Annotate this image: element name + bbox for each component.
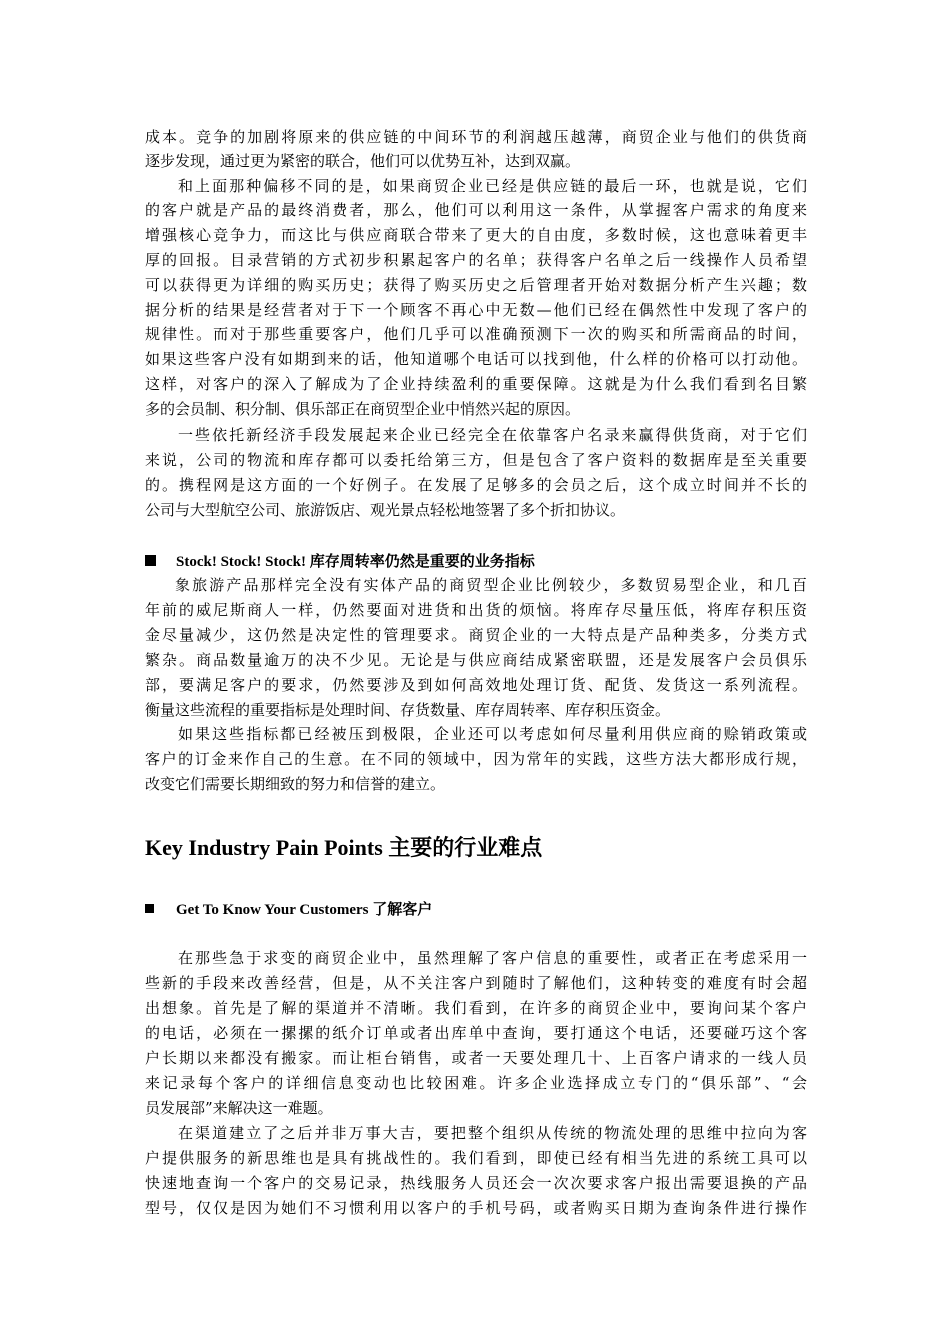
paragraph-line: 户长期以来都没有搬家。而让柜台销售，或者一天要处理几十、上百客户请求的一线人员 — [145, 1049, 807, 1067]
paragraph-line: 规律性。而对于那些重要客户，他们几乎可以准确预测下一次的购买和所需商品的时间， — [145, 325, 807, 343]
paragraph-line: 的客户就是产品的最终消费者，那么，他们可以利用这一条件，从掌握客户需求的角度来 — [145, 201, 807, 219]
paragraph-line: 来说，公司的物流和库存都可以委托给第三方，但是包含了客户资料的数据库是至关重要 — [145, 451, 807, 469]
paragraph-line: 据分析的结果是经营者对于下一个顾客不再心中无数—他们已经在偶然性中发现了客户的 — [145, 301, 807, 319]
paragraph-line: 增强核心竞争力，而这比与供应商联合带来了更大的自由度，多数时候，这也意味着更丰 — [145, 226, 807, 244]
paragraph-line: 型号，仅仅是因为她们不习惯利用以客户的手机号码，或者购买日期为查询条件进行操作 — [145, 1199, 807, 1217]
page-title: Key Industry Pain Points 主要的行业难点 — [145, 835, 543, 860]
paragraph-line: 的。携程网是这方面的一个好例子。在发展了足够多的会员之后，这个成立时间并不长的 — [145, 476, 807, 494]
paragraph-line: 员发展部”来解决这一难题。 — [145, 1099, 333, 1117]
paragraph-line: 公司与大型航空公司、旅游饭店、观光景点轻松地签署了多个折扣协议。 — [145, 501, 626, 519]
paragraph-line: 一些依托新经济手段发展起来企业已经完全在依靠客户名录来赢得供货商，对于它们 — [178, 426, 807, 444]
paragraph-line: 年前的威尼斯商人一样，仍然要面对进货和出货的烦恼。将库存尽量压低，将库存积压资 — [145, 601, 807, 619]
paragraph-line: 厚的回报。目录营销的方式初步积累起客户的名单；获得客户名单之后一线操作人员希望 — [145, 251, 807, 269]
paragraph-line: 部，要满足客户的要求，仍然要涉及到如何高效地处理订货、配货、发货这一系列流程。 — [145, 676, 807, 694]
paragraph-line: 象旅游产品那样完全没有实体产品的商贸型企业比例较少，多数贸易型企业，和几百 — [175, 576, 807, 594]
paragraph-line: 这样，对客户的深入了解成为了企业持续盈利的重要保障。这就是为什么我们看到名目繁 — [145, 375, 807, 393]
paragraph-line: 如果这些客户没有如期到来的话，他知道哪个电话可以找到他，什么样的价格可以打动他。 — [145, 350, 807, 368]
section-heading-text: Stock! Stock! Stock! 库存周转率仍然是重要的业务指标 — [176, 554, 535, 570]
section-heading-text: Get To Know Your Customers 了解客户 — [176, 902, 433, 918]
square-bullet-icon — [145, 555, 156, 566]
paragraph-line: 繁杂。商品数量逾万的决不少见。无论是与供应商结成紧密联盟，还是发展客户会员俱乐 — [145, 651, 807, 669]
paragraph-line: 多的会员制、积分制、俱乐部正在商贸型企业中悄然兴起的原因。 — [145, 400, 581, 418]
paragraph-line: 衡量这些流程的重要指标是处理时间、存货数量、库存周转率、库存积压资金。 — [145, 701, 671, 719]
section-heading — [145, 549, 535, 573]
paragraph-line: 快速地查询一个客户的交易记录，热线服务人员还会一次次要求客户报出需要退换的产品 — [145, 1174, 807, 1192]
paragraph-line: 如果这些指标都已经被压到极限，企业还可以考虑如何尽量利用供应商的赊销政策或 — [178, 725, 807, 743]
paragraph-line: 户提供服务的新思维也是具有挑战性的。我们看到，即使已经有相当先进的系统工具可以 — [145, 1149, 807, 1167]
paragraph-line: 在那些急于求变的商贸企业中，虽然理解了客户信息的重要性，或者正在考虑采用一 — [178, 949, 807, 967]
section-heading — [145, 897, 432, 921]
paragraph-line: 成本。竞争的加剧将原来的供应链的中间环节的利润越压越薄，商贸企业与他们的供货商 — [145, 128, 807, 146]
paragraph-line: 些新的手段来改善经营，但是，从不关注客户到随时了解他们，这种转变的难度有时会超 — [145, 974, 807, 992]
paragraph-line: 逐步发现，通过更为紧密的联合，他们可以优势互补，达到双赢。 — [145, 152, 581, 170]
paragraph-line: 改变它们需要长期细致的努力和信誉的建立。 — [145, 775, 446, 793]
paragraph-line: 在渠道建立了之后并非万事大吉，要把整个组织从传统的物流处理的思维中拉向为客 — [178, 1124, 807, 1142]
paragraph-line: 出想象。首先是了解的渠道并不清晰。我们看到，在许多的商贸企业中，要询问某个客户 — [145, 999, 807, 1017]
paragraph-line: 和上面那种偏移不同的是，如果商贸企业已经是供应链的最后一环，也就是说，它们 — [178, 177, 807, 195]
paragraph-line: 来记录每个客户的详细信息变动也比较困难。许多企业选择成立专门的“俱乐部”、“会 — [145, 1074, 807, 1092]
paragraph-line: 客户的订金来作自己的生意。在不同的领域中，因为常年的实践，这些方法大都形成行规， — [145, 750, 807, 768]
square-bullet-icon — [145, 904, 154, 913]
paragraph-line: 金尽量减少，这仍然是决定性的管理要求。商贸企业的一大特点是产品种类多，分类方式 — [145, 626, 807, 644]
paragraph-line: 可以获得更为详细的购买历史；获得了购买历史之后管理者开始对数据分析产生兴趣；数 — [145, 276, 807, 294]
paragraph-line: 的电话，必须在一摞摞的纸介订单或者出库单中查询，要打通这个电话，还要碰巧这个客 — [145, 1024, 807, 1042]
